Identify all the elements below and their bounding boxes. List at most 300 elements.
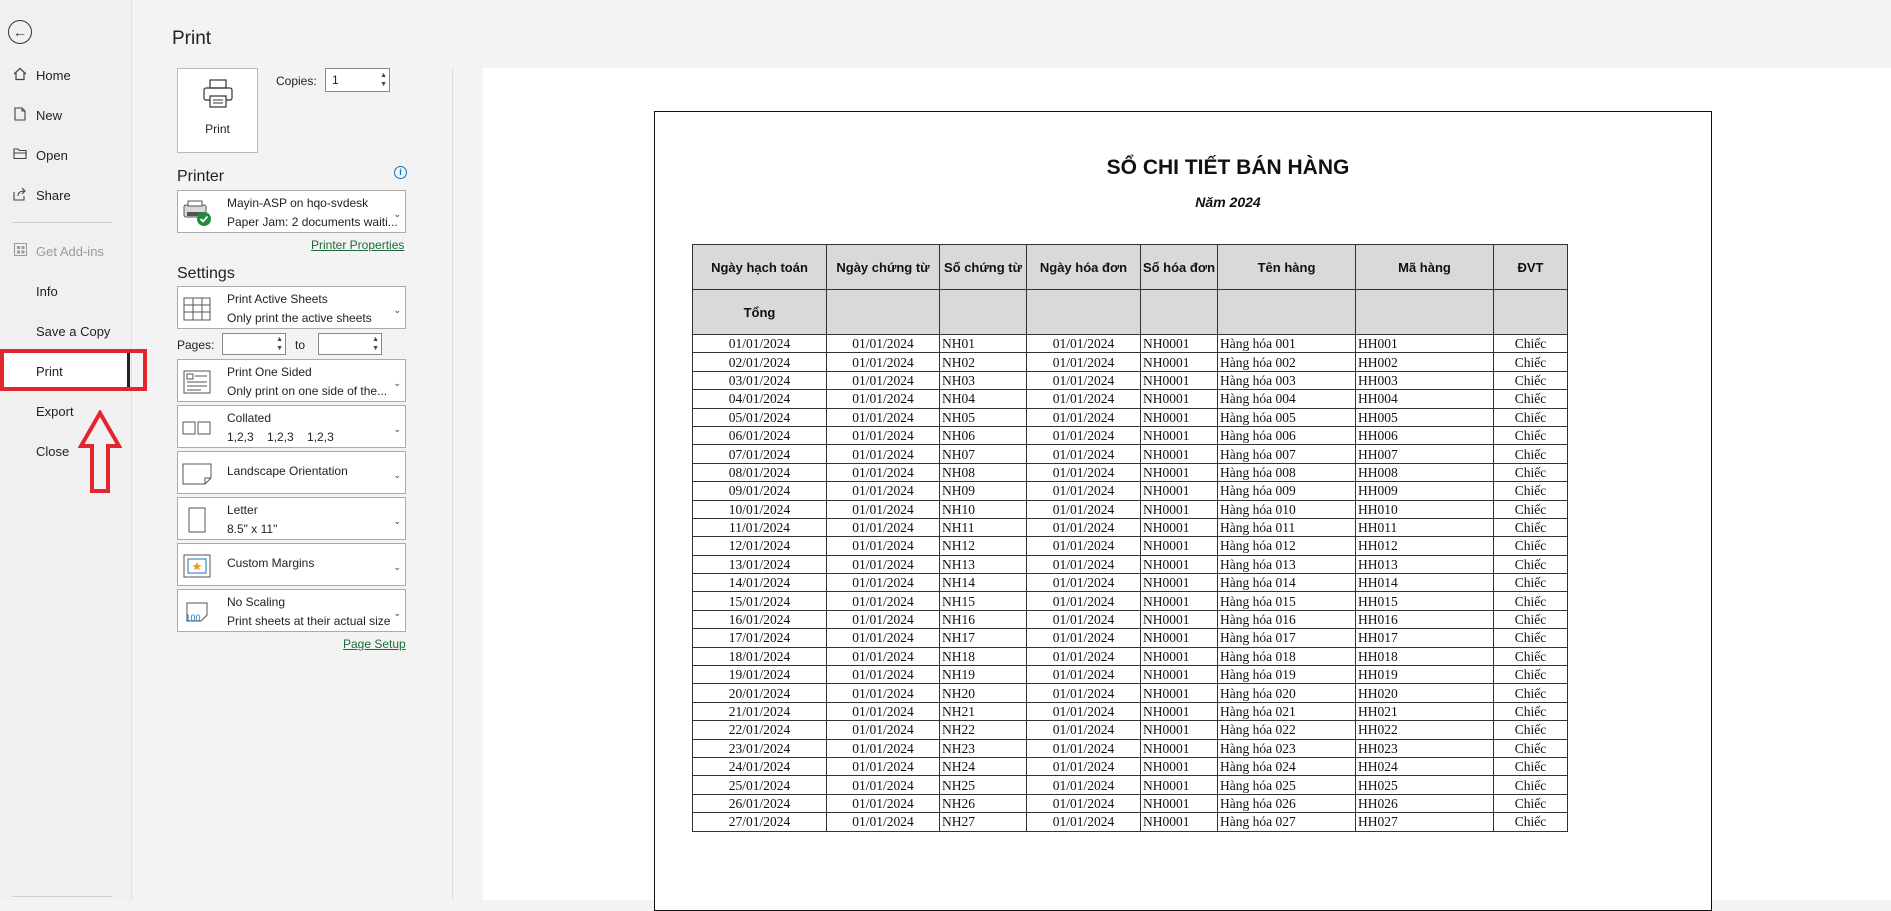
table-cell: 01/01/2024 xyxy=(1027,500,1141,518)
print-what-title: Print Active Sheets xyxy=(227,292,328,306)
new-document-icon xyxy=(11,107,29,124)
chevron-down-icon: ⌄ xyxy=(393,378,401,388)
table-cell: NH06 xyxy=(940,426,1027,444)
table-cell: 09/01/2024 xyxy=(693,482,827,500)
table-cell: NH0001 xyxy=(1141,739,1218,757)
settings-heading: Settings xyxy=(177,265,235,282)
table-cell: HH027 xyxy=(1356,813,1494,831)
nav-item-label: Home xyxy=(36,67,71,83)
column-header: Số hóa đơn xyxy=(1141,245,1218,290)
table-cell: NH0001 xyxy=(1141,537,1218,555)
table-cell: NH0001 xyxy=(1141,721,1218,739)
table-cell: NH0001 xyxy=(1141,408,1218,426)
table-cell: Chiếc xyxy=(1494,647,1568,665)
one-sided-page-icon xyxy=(182,368,212,396)
spin-down-icon[interactable]: ▼ xyxy=(372,345,379,352)
table-cell: Hàng hóa 009 xyxy=(1218,482,1356,500)
table-cell: Hàng hóa 001 xyxy=(1218,335,1356,353)
nav-item-new[interactable] xyxy=(0,100,131,130)
table-row xyxy=(693,647,1568,665)
nav-item-open[interactable] xyxy=(0,140,131,170)
spin-up-icon[interactable]: ▲ xyxy=(372,336,379,343)
spin-up-icon[interactable]: ▲ xyxy=(276,336,283,343)
table-cell: HH018 xyxy=(1356,647,1494,665)
table-cell: HH005 xyxy=(1356,408,1494,426)
chevron-down-icon: ⌄ xyxy=(393,562,401,572)
paper-size-title: Letter xyxy=(227,503,258,517)
print-what-desc: Only print the active sheets xyxy=(227,311,372,325)
table-row xyxy=(693,610,1568,628)
column-header: Số chứng từ xyxy=(940,245,1027,290)
table-cell: NH24 xyxy=(940,757,1027,775)
page-setup-link[interactable]: Page Setup xyxy=(343,637,406,651)
table-cell: HH012 xyxy=(1356,537,1494,555)
spin-up-icon[interactable]: ▲ xyxy=(380,72,387,79)
back-arrow-icon[interactable]: ← xyxy=(8,20,32,44)
table-cell: NH22 xyxy=(940,721,1027,739)
orientation-title: Landscape Orientation xyxy=(227,464,348,478)
pages-label: Pages: xyxy=(177,338,215,352)
table-cell: 01/01/2024 xyxy=(827,371,940,389)
table-cell: 03/01/2024 xyxy=(693,371,827,389)
nav-item-label: Close xyxy=(36,443,70,459)
table-cell: Chiếc xyxy=(1494,592,1568,610)
document-subtitle: Năm 2024 xyxy=(1195,194,1261,210)
table-cell: NH12 xyxy=(940,537,1027,555)
margins-title: Custom Margins xyxy=(227,556,315,570)
table-row xyxy=(693,757,1568,775)
nav-item-label: Export xyxy=(36,403,74,419)
nav-divider xyxy=(12,222,112,223)
table-cell: Chiếc xyxy=(1494,500,1568,518)
table-cell: HH009 xyxy=(1356,482,1494,500)
scaling-icon-text: 100 xyxy=(185,612,201,623)
table-cell: 01/01/2024 xyxy=(827,445,940,463)
print-button-label: Print xyxy=(205,122,230,136)
table-cell: 01/01/2024 xyxy=(827,776,940,794)
table-cell: 20/01/2024 xyxy=(693,684,827,702)
table-cell: Chiếc xyxy=(1494,353,1568,371)
pages-from-input[interactable] xyxy=(222,333,286,355)
table-cell: 27/01/2024 xyxy=(693,813,827,831)
table-cell: 01/01/2024 xyxy=(827,482,940,500)
table-cell: Hàng hóa 013 xyxy=(1218,555,1356,573)
table-cell: 01/01/2024 xyxy=(1027,666,1141,684)
sheets-grid-icon xyxy=(182,295,212,323)
table-cell: Hàng hóa 003 xyxy=(1218,371,1356,389)
table-cell: NH0001 xyxy=(1141,500,1218,518)
table-cell: 12/01/2024 xyxy=(693,537,827,555)
table-row xyxy=(693,463,1568,481)
table-row xyxy=(693,426,1568,444)
table-cell: Chiếc xyxy=(1494,390,1568,408)
table-cell: HH020 xyxy=(1356,684,1494,702)
table-cell: NH0001 xyxy=(1141,610,1218,628)
column-header: Tên hàng xyxy=(1218,245,1356,290)
table-cell: HH004 xyxy=(1356,390,1494,408)
table-cell: 01/01/2024 xyxy=(827,702,940,720)
table-cell: Chiếc xyxy=(1494,721,1568,739)
table-cell: HH017 xyxy=(1356,629,1494,647)
table-cell: NH0001 xyxy=(1141,666,1218,684)
table-cell: 01/01/2024 xyxy=(1027,482,1141,500)
table-cell: 01/01/2024 xyxy=(827,757,940,775)
table-cell: NH0001 xyxy=(1141,353,1218,371)
printer-name: Mayin-ASP on hqo-svdesk xyxy=(227,196,369,210)
table-cell: 19/01/2024 xyxy=(693,666,827,684)
printer-icon xyxy=(202,79,234,114)
table-cell: 01/01/2024 xyxy=(1027,721,1141,739)
table-cell: Chiếc xyxy=(1494,666,1568,684)
table-row xyxy=(693,574,1568,592)
table-cell: HH013 xyxy=(1356,555,1494,573)
table-cell: NH0001 xyxy=(1141,794,1218,812)
table-cell: Chiếc xyxy=(1494,445,1568,463)
table-cell: Chiếc xyxy=(1494,776,1568,794)
table-cell: Chiếc xyxy=(1494,813,1568,831)
letter-page-icon xyxy=(182,506,212,534)
table-cell: HH006 xyxy=(1356,426,1494,444)
collated-pages-icon xyxy=(182,414,212,442)
table-cell: HH022 xyxy=(1356,721,1494,739)
table-cell: NH04 xyxy=(940,390,1027,408)
table-cell: NH18 xyxy=(940,647,1027,665)
table-cell: Chiếc xyxy=(1494,739,1568,757)
table-cell: Hàng hóa 007 xyxy=(1218,445,1356,463)
table-cell: NH13 xyxy=(940,555,1027,573)
panel-divider xyxy=(452,68,453,900)
table-cell: Hàng hóa 017 xyxy=(1218,629,1356,647)
table-cell: 16/01/2024 xyxy=(693,610,827,628)
table-cell: Hàng hóa 006 xyxy=(1218,426,1356,444)
table-cell: 01/01/2024 xyxy=(827,463,940,481)
preview-page xyxy=(654,111,1712,911)
table-cell: 15/01/2024 xyxy=(693,592,827,610)
table-cell: Chiếc xyxy=(1494,537,1568,555)
table-cell: Chiếc xyxy=(1494,555,1568,573)
table-cell: HH015 xyxy=(1356,592,1494,610)
table-cell: HH019 xyxy=(1356,666,1494,684)
table-cell: 01/01/2024 xyxy=(827,739,940,757)
table-row xyxy=(693,666,1568,684)
scaling-desc: Print sheets at their actual size xyxy=(227,614,391,628)
scaling-dropdown[interactable] xyxy=(177,589,406,632)
table-cell xyxy=(1141,290,1218,335)
table-cell: NH0001 xyxy=(1141,813,1218,831)
table-cell: 01/01/2024 xyxy=(827,555,940,573)
nav-item-label: Share xyxy=(36,187,71,203)
info-icon[interactable]: i xyxy=(394,166,407,179)
paper-size-desc: 8.5" x 11" xyxy=(227,522,278,536)
table-cell: 01/01/2024 xyxy=(827,574,940,592)
page-title: Print xyxy=(172,28,212,49)
printer-ready-icon xyxy=(182,199,212,227)
table-row xyxy=(693,500,1568,518)
table-row xyxy=(693,555,1568,573)
table-cell: NH26 xyxy=(940,794,1027,812)
table-cell: NH10 xyxy=(940,500,1027,518)
table-cell: 08/01/2024 xyxy=(693,463,827,481)
table-cell: 01/01/2024 xyxy=(1027,702,1141,720)
nav-item-label: Info xyxy=(36,283,58,299)
table-cell: 01/01/2024 xyxy=(1027,684,1141,702)
table-cell: 10/01/2024 xyxy=(693,500,827,518)
table-row xyxy=(693,537,1568,555)
sides-desc: Only print on one side of the... xyxy=(227,384,388,398)
table-cell: 01/01/2024 xyxy=(1027,463,1141,481)
table-cell: 01/01/2024 xyxy=(693,335,827,353)
column-header: Ngày hạch toán xyxy=(693,245,827,290)
table-row xyxy=(693,629,1568,647)
table-cell: 01/01/2024 xyxy=(1027,647,1141,665)
table-cell: 01/01/2024 xyxy=(1027,445,1141,463)
table-cell: Hàng hóa 005 xyxy=(1218,408,1356,426)
table-cell: 01/01/2024 xyxy=(1027,335,1141,353)
table-cell: 01/01/2024 xyxy=(1027,353,1141,371)
scaling-title: No Scaling xyxy=(227,595,286,609)
table-cell: 05/01/2024 xyxy=(693,408,827,426)
column-header: Ngày hóa đơn xyxy=(1027,245,1141,290)
table-cell: Hàng hóa 012 xyxy=(1218,537,1356,555)
table-cell: HH024 xyxy=(1356,757,1494,775)
table-cell: Hàng hóa 015 xyxy=(1218,592,1356,610)
total-row xyxy=(693,290,1568,335)
table-cell: NH15 xyxy=(940,592,1027,610)
table-cell: NH0001 xyxy=(1141,574,1218,592)
table-cell: 13/01/2024 xyxy=(693,555,827,573)
table-cell: Hàng hóa 022 xyxy=(1218,721,1356,739)
table-cell: Hàng hóa 010 xyxy=(1218,500,1356,518)
table-cell: NH08 xyxy=(940,463,1027,481)
table-cell: 01/01/2024 xyxy=(827,684,940,702)
table-cell: 01/01/2024 xyxy=(1027,518,1141,536)
custom-margins-icon xyxy=(182,552,212,580)
table-row xyxy=(693,794,1568,812)
table-cell: 18/01/2024 xyxy=(693,647,827,665)
table-cell: HH021 xyxy=(1356,702,1494,720)
spin-down-icon[interactable]: ▼ xyxy=(276,345,283,352)
table-cell: HH007 xyxy=(1356,445,1494,463)
table-cell: 22/01/2024 xyxy=(693,721,827,739)
table-cell: Hàng hóa 002 xyxy=(1218,353,1356,371)
table-cell xyxy=(1027,290,1141,335)
table-row xyxy=(693,408,1568,426)
table-cell: HH025 xyxy=(1356,776,1494,794)
printer-properties-link[interactable]: Printer Properties xyxy=(311,238,405,252)
chevron-down-icon: ⌄ xyxy=(393,209,401,219)
table-cell: Hàng hóa 027 xyxy=(1218,813,1356,831)
table-row xyxy=(693,445,1568,463)
table-cell: NH0001 xyxy=(1141,647,1218,665)
table-row xyxy=(693,813,1568,831)
table-cell: Hàng hóa 018 xyxy=(1218,647,1356,665)
table-cell: Hàng hóa 019 xyxy=(1218,666,1356,684)
chevron-down-icon: ⌄ xyxy=(393,424,401,434)
collation-title: Collated xyxy=(227,411,272,425)
table-cell: HH008 xyxy=(1356,463,1494,481)
table-cell: NH25 xyxy=(940,776,1027,794)
copies-label: Copies: xyxy=(276,74,317,88)
chevron-down-icon: ⌄ xyxy=(393,305,401,315)
table-cell: Chiếc xyxy=(1494,757,1568,775)
table-cell: 01/01/2024 xyxy=(827,335,940,353)
landscape-page-icon xyxy=(182,460,212,488)
table-cell: Chiếc xyxy=(1494,702,1568,720)
margins-dropdown[interactable] xyxy=(177,543,406,586)
table-cell: 01/01/2024 xyxy=(1027,739,1141,757)
table-cell: 01/01/2024 xyxy=(1027,408,1141,426)
table-cell: Chiếc xyxy=(1494,426,1568,444)
table-cell: Hàng hóa 024 xyxy=(1218,757,1356,775)
table-cell: Chiếc xyxy=(1494,794,1568,812)
table-cell: HH026 xyxy=(1356,794,1494,812)
table-cell: 01/01/2024 xyxy=(827,629,940,647)
table-cell: Hàng hóa 011 xyxy=(1218,518,1356,536)
nav-divider xyxy=(12,896,112,897)
table-cell: Chiếc xyxy=(1494,408,1568,426)
table-cell: NH05 xyxy=(940,408,1027,426)
table-cell: 01/01/2024 xyxy=(1027,390,1141,408)
nav-item-info[interactable] xyxy=(0,276,131,306)
table-cell: Hàng hóa 014 xyxy=(1218,574,1356,592)
table-cell: 07/01/2024 xyxy=(693,445,827,463)
table-cell: NH0001 xyxy=(1141,426,1218,444)
sides-dropdown[interactable] xyxy=(177,359,406,402)
table-cell xyxy=(827,290,940,335)
table-cell: HH014 xyxy=(1356,574,1494,592)
table-cell: 01/01/2024 xyxy=(827,390,940,408)
table-cell: 01/01/2024 xyxy=(1027,592,1141,610)
chevron-down-icon: ⌄ xyxy=(393,470,401,480)
table-cell: NH11 xyxy=(940,518,1027,536)
copies-stepper[interactable] xyxy=(325,68,390,92)
nav-item-share[interactable] xyxy=(0,180,131,210)
printer-heading: Printer xyxy=(177,168,225,185)
table-cell: 01/01/2024 xyxy=(1027,794,1141,812)
nav-item-get-add-ins[interactable] xyxy=(0,236,131,266)
table-cell: 01/01/2024 xyxy=(827,666,940,684)
home-icon xyxy=(11,67,29,84)
chevron-down-icon: ⌄ xyxy=(393,516,401,526)
nav-item-label: Save a Copy xyxy=(36,323,111,339)
table-cell: Chiếc xyxy=(1494,610,1568,628)
table-cell: 01/01/2024 xyxy=(1027,555,1141,573)
table-cell: Chiếc xyxy=(1494,371,1568,389)
paper-size-dropdown[interactable] xyxy=(177,497,406,540)
table-cell: NH0001 xyxy=(1141,684,1218,702)
print-button[interactable] xyxy=(177,68,258,153)
share-icon xyxy=(11,187,29,204)
table-row xyxy=(693,702,1568,720)
table-cell: 01/01/2024 xyxy=(827,794,940,812)
collation-dropdown[interactable] xyxy=(177,405,406,448)
table-cell: 01/01/2024 xyxy=(1027,574,1141,592)
table-cell: 01/01/2024 xyxy=(827,813,940,831)
table-cell xyxy=(1494,290,1568,335)
table-cell: 26/01/2024 xyxy=(693,794,827,812)
table-cell: NH0001 xyxy=(1141,776,1218,794)
orientation-dropdown[interactable] xyxy=(177,451,406,494)
add-ins-icon xyxy=(11,243,29,259)
table-cell: 24/01/2024 xyxy=(693,757,827,775)
table-cell: Chiếc xyxy=(1494,518,1568,536)
sales-ledger-table xyxy=(692,244,1568,832)
table-cell: 01/01/2024 xyxy=(827,537,940,555)
table-row xyxy=(693,739,1568,757)
table-cell: 01/01/2024 xyxy=(1027,537,1141,555)
column-header: Ngày chứng từ xyxy=(827,245,940,290)
nav-item-save-a-copy[interactable] xyxy=(0,316,131,346)
table-cell: NH0001 xyxy=(1141,335,1218,353)
table-cell: HH001 xyxy=(1356,335,1494,353)
table-cell: 14/01/2024 xyxy=(693,574,827,592)
print-what-dropdown[interactable] xyxy=(177,286,406,329)
table-cell: 01/01/2024 xyxy=(827,518,940,536)
table-row xyxy=(693,482,1568,500)
printer-status: Paper Jam: 2 documents waiti... xyxy=(227,215,398,229)
table-cell: NH0001 xyxy=(1141,757,1218,775)
table-cell: NH23 xyxy=(940,739,1027,757)
table-cell: Hàng hóa 023 xyxy=(1218,739,1356,757)
table-cell: 01/01/2024 xyxy=(1027,813,1141,831)
table-row xyxy=(693,371,1568,389)
table-cell: Hàng hóa 016 xyxy=(1218,610,1356,628)
table-cell: 17/01/2024 xyxy=(693,629,827,647)
table-cell: 01/01/2024 xyxy=(1027,629,1141,647)
column-header: Mã hàng xyxy=(1356,245,1494,290)
table-cell: 23/01/2024 xyxy=(693,739,827,757)
table-cell: NH0001 xyxy=(1141,463,1218,481)
copies-value: 1 xyxy=(332,73,339,87)
table-cell: NH03 xyxy=(940,371,1027,389)
table-cell: NH0001 xyxy=(1141,390,1218,408)
table-cell xyxy=(1218,290,1356,335)
table-cell: Chiếc xyxy=(1494,684,1568,702)
table-cell: Hàng hóa 008 xyxy=(1218,463,1356,481)
table-cell: HH003 xyxy=(1356,371,1494,389)
pages-to-input[interactable] xyxy=(318,333,382,355)
spin-down-icon[interactable]: ▼ xyxy=(380,81,387,88)
sides-title: Print One Sided xyxy=(227,365,312,379)
table-cell: NH07 xyxy=(940,445,1027,463)
table-row xyxy=(693,335,1568,353)
table-cell: NH09 xyxy=(940,482,1027,500)
collation-desc: 1,2,3 1,2,3 1,2,3 xyxy=(227,430,334,444)
table-row xyxy=(693,353,1568,371)
table-cell: HH011 xyxy=(1356,518,1494,536)
backstage-nav xyxy=(0,0,132,900)
table-cell: NH0001 xyxy=(1141,592,1218,610)
nav-item-export[interactable] xyxy=(0,396,131,426)
table-cell: 01/01/2024 xyxy=(827,408,940,426)
table-cell: NH27 xyxy=(940,813,1027,831)
table-cell: 01/01/2024 xyxy=(827,353,940,371)
table-header-row xyxy=(693,245,1568,290)
table-cell: NH0001 xyxy=(1141,371,1218,389)
table-row xyxy=(693,390,1568,408)
no-scaling-icon xyxy=(182,598,212,626)
nav-item-home[interactable] xyxy=(0,60,131,90)
nav-item-close[interactable] xyxy=(0,436,131,466)
nav-item-label: Print xyxy=(36,363,63,379)
table-cell xyxy=(1356,290,1494,335)
table-cell: NH0001 xyxy=(1141,629,1218,647)
table-cell: 01/01/2024 xyxy=(827,647,940,665)
nav-item-print[interactable] xyxy=(0,356,131,386)
printer-dropdown[interactable] xyxy=(177,190,406,233)
table-row xyxy=(693,518,1568,536)
table-row xyxy=(693,776,1568,794)
